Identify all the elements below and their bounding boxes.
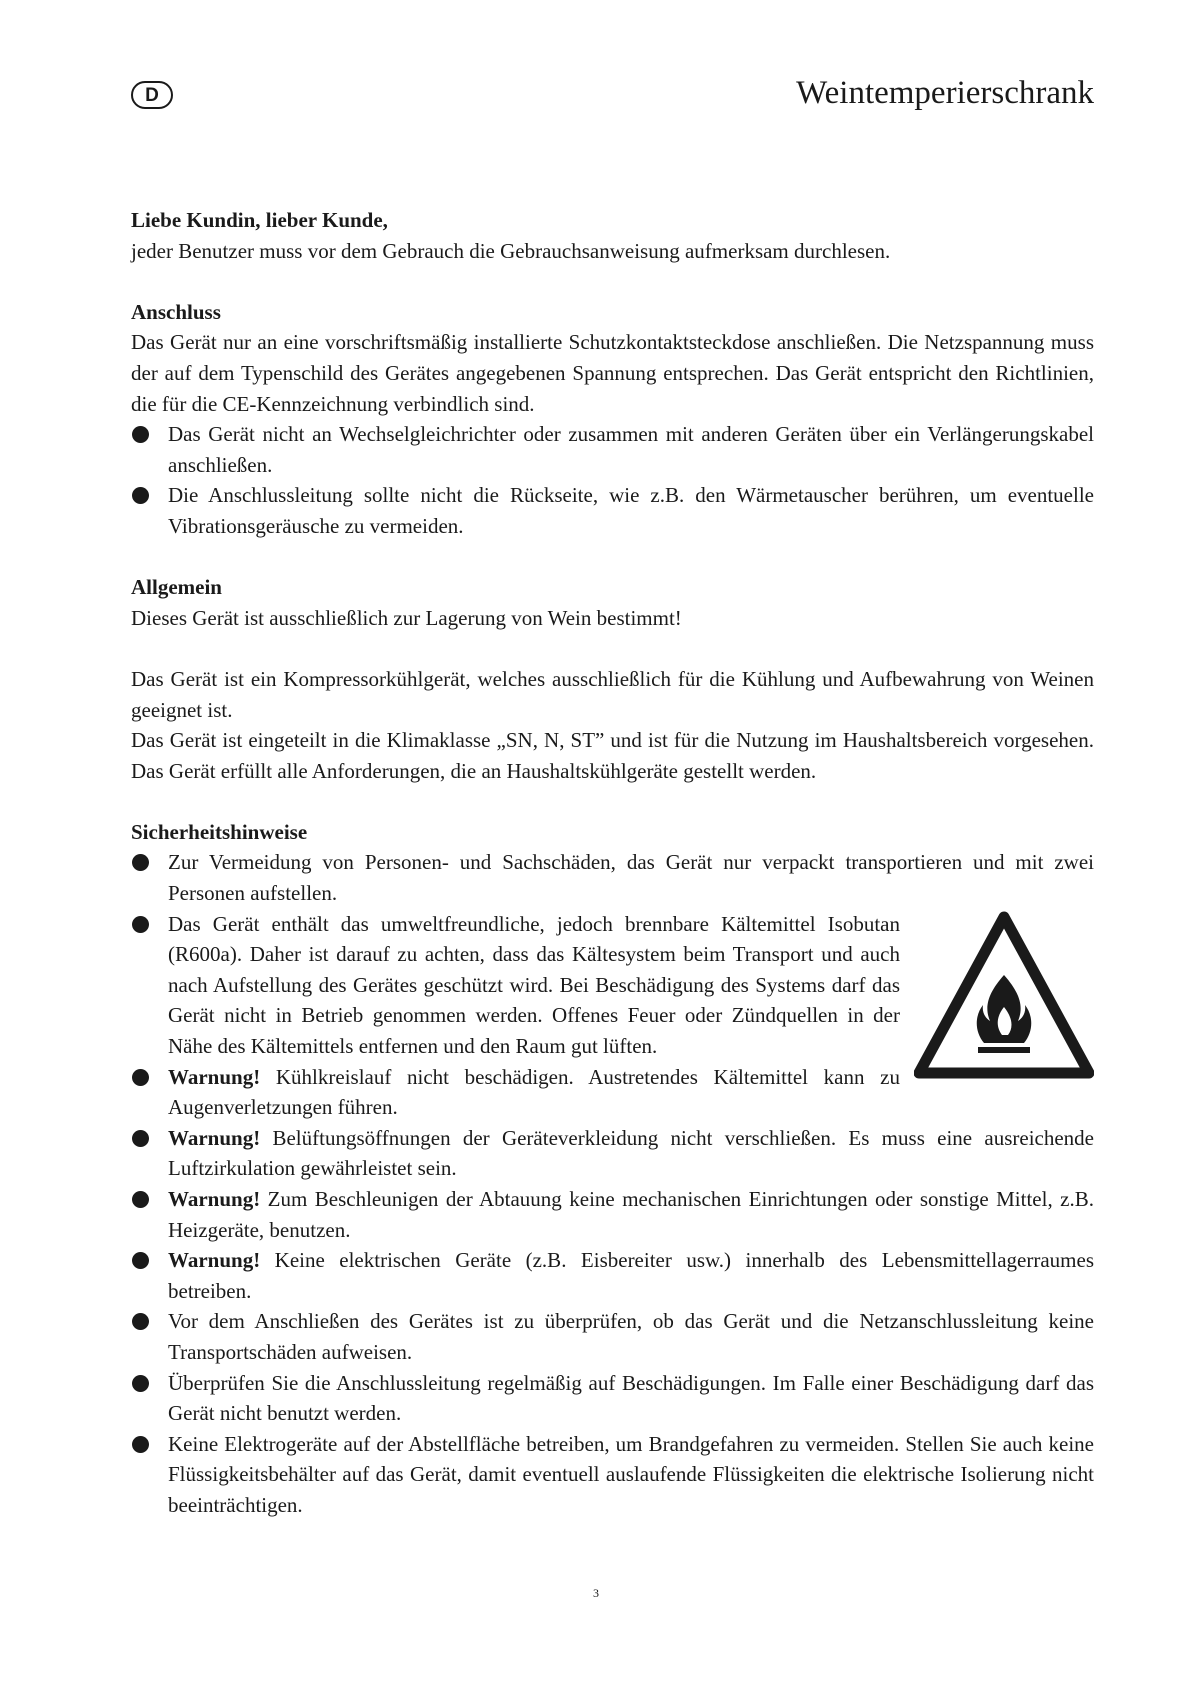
- bullet-icon: [132, 1313, 149, 1330]
- list-item: [131, 1184, 1094, 1245]
- list-item-text: Keine Elektrogeräte auf der Abstellfläche betreiben, um Brandgefahren zu vermeiden. Stellen Sie auch keine Flüssigkeitsbehälter auf das Gerät, damit eventuell auslaufende Flüssigkeiten die elektrische Isolierung nicht beeinträchtigen.: [168, 1431, 1094, 1517]
- list-item: [131, 1245, 1094, 1306]
- page-number: 3: [593, 1586, 599, 1600]
- list-item-text: Keine elektrischen Geräte (z.B. Eisbereiter usw.) innerhalb des Lebensmittellagerraumes betreiben.: [168, 1248, 1094, 1303]
- list-item: [131, 909, 1094, 1062]
- warning-label: Warnung!: [168, 1125, 273, 1150]
- intro-text: jeder Benutzer muss vor dem Gebrauch die Gebrauchsanweisung aufmerksam durchlesen.: [131, 238, 891, 263]
- warning-label: Warnung!: [168, 1248, 275, 1273]
- list-item: [131, 1306, 1094, 1367]
- bullet-icon: [132, 426, 149, 443]
- flammable-warning-icon: [914, 911, 1094, 1081]
- salutation: Liebe Kundin, lieber Kunde,: [131, 208, 388, 232]
- language-badge-label: D: [145, 84, 159, 106]
- safety-bullet-list: [131, 847, 1094, 1520]
- allgemein-text-3: Das Gerät ist eingeteilt in die Klimaklasse „SN, N, ST” und ist für die Nutzung im Haushaltsbereich vorgesehen. Das Gerät erfüllt alle Anforderungen, die an Haushaltskühlgeräte gestellt werden.: [131, 728, 1094, 783]
- list-item-text: Zur Vermeidung von Personen- und Sachschäden, das Gerät nur verpackt transportieren und mit zwei Personen aufstellen.: [168, 850, 1094, 906]
- list-item-text: Das Gerät nicht an Wechselgleichrichter oder zusammen mit anderen Geräten über ein Verlängerungskabel anschließen.: [168, 422, 1094, 477]
- list-item-text: Das Gerät enthält das umweltfreundliche, jedoch brennbare Kältemittel Isobutan (R600a). Daher ist darauf zu achten, dass das Kältesystem beim Transport und auch nach Aufstellung des Gerätes geschützt wird. Bei Beschädigung des Systems darf das Gerät nicht in Betrieb genommen werden. Offenes Feuer oder Zündquellen in der Nähe des Kältemittels entfernen und den Raum gut lüften.: [168, 911, 900, 1059]
- section-heading-allgemein: Allgemein: [131, 575, 222, 600]
- list-item-text: Belüftungsöffnungen der Geräteverkleidung nicht verschließen. Es muss eine ausreichende Luftzirkulation gewährleistet sein.: [168, 1125, 1095, 1181]
- list-item: [131, 1368, 1094, 1429]
- bullet-icon: [132, 1130, 149, 1147]
- list-item: [131, 480, 1094, 541]
- bullet-icon: [132, 1375, 149, 1392]
- list-item-text: Überprüfen Sie die Anschlussleitung regelmäßig auf Beschädigungen. Im Falle einer Beschädigung darf das Gerät nicht benutzt werden.: [168, 1370, 1094, 1426]
- allgemein-text-1: Dieses Gerät ist ausschließlich zur Lagerung von Wein bestimmt!: [131, 605, 682, 630]
- warning-label: Warnung!: [168, 1064, 276, 1089]
- list-item: [131, 1062, 1094, 1123]
- list-item-text: Kühlkreislauf nicht beschädigen. Austretendes Kältemittel kann zu Augenverletzungen führen.: [168, 1064, 900, 1120]
- bullet-icon: [132, 1436, 149, 1453]
- spacer: [131, 266, 1094, 297]
- language-badge: [131, 81, 173, 109]
- section-heading-anschluss: Anschluss: [131, 299, 221, 324]
- bullet-icon: [132, 1252, 149, 1269]
- bullet-icon: [132, 916, 149, 933]
- anschluss-bullet-list: [131, 419, 1094, 541]
- list-item: [131, 1429, 1094, 1521]
- bullet-icon: [132, 1191, 149, 1208]
- warning-label: Warnung!: [168, 1187, 268, 1211]
- spacer: [131, 542, 1094, 573]
- list-item-text: Zum Beschleunigen der Abtauung keine mechanischen Einrichtungen oder sonstige Mittel, z.B. Heizgeräte, benutzen.: [168, 1187, 1094, 1242]
- bullet-icon: [132, 487, 149, 504]
- section-heading-sicherheitshinweise: Sicherheitshinweise: [131, 819, 308, 844]
- anschluss-text: Das Gerät nur an eine vorschriftsmäßig installierte Schutzkontaktsteckdose anschließen. Die Netzspannung muss der auf dem Typenschild des Gerätes angegebenen Spannung entsprechen. Das Gerät entspricht den Richtlinien, die für die CE-Kennzeichnung verbindlich sind.: [131, 330, 1094, 416]
- list-item: [131, 419, 1094, 480]
- bullet-icon: [132, 854, 149, 871]
- spacer: [131, 786, 1094, 817]
- spacer: [131, 633, 1094, 664]
- content: [131, 205, 1094, 1521]
- list-item: [131, 847, 1094, 908]
- allgemein-text-2: Das Gerät ist ein Kompressorkühlgerät, welches ausschließlich für die Kühlung und Aufbewahrung von Weinen geeignet ist.: [131, 666, 1094, 722]
- list-item-text: Vor dem Anschließen des Gerätes ist zu überprüfen, ob das Gerät und die Netzanschlussleitung keine Transportschäden aufweisen.: [168, 1309, 1094, 1364]
- bullet-icon: [132, 1069, 149, 1086]
- document-title: Weintemperierschrank: [796, 75, 1094, 111]
- list-item-text: Die Anschlussleitung sollte nicht die Rückseite, wie z.B. den Wärmetauscher berühren, um eventuelle Vibrationsgeräusche zu vermeiden.: [168, 483, 1094, 538]
- list-item: [131, 1123, 1094, 1184]
